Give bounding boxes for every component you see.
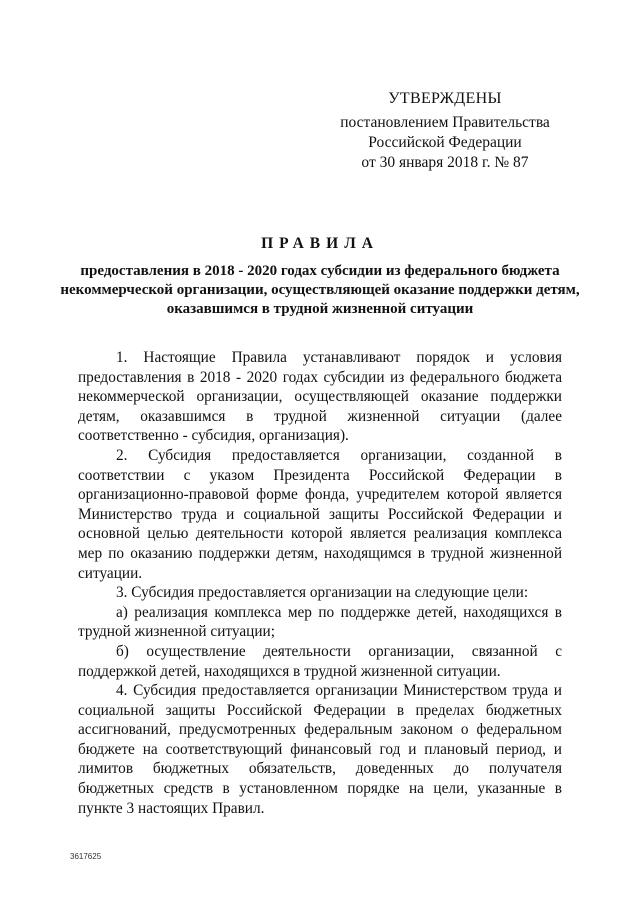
document-subtitle: предоставления в 2018 - 2020 годах субсидии из федерального бюджета некоммерческой организации, осуществляющей оказание поддержки детям, оказавшимся в трудной жизненной ситуации — [60, 263, 580, 317]
paragraph: а) реализация комплекса мер по поддержке детей, находящихся в трудной жизненной ситуации; — [78, 603, 562, 641]
approval-line: постановлением Правительства — [340, 114, 550, 131]
approval-block — [330, 89, 560, 173]
document-code: 3617625 — [70, 852, 102, 861]
document-body — [78, 348, 562, 818]
approval-heading: УТВЕРЖДЕНЫ — [388, 90, 502, 107]
approval-line: Российской Федерации — [368, 134, 522, 151]
paragraph: 3. Субсидия предоставляется организации на следующие цели: — [116, 584, 529, 602]
paragraph: б) осуществление деятельности организации, связанной с поддержкой детей, находящихся в трудной жизненной ситуации. — [78, 642, 562, 680]
approval-date: от 30 января 2018 г. № 87 — [361, 154, 529, 171]
paragraph: 1. Настоящие Правила устанавливают порядок и условия предоставления в 2018 - 2020 годах субсидии из федерального бюджета некоммерческой организации, осуществляющей оказание поддержки детям, оказавшимся в трудной жизненной ситуации (далее соответственно - субсидия, организация). — [78, 349, 562, 445]
document-title: ПРАВИЛА — [261, 235, 379, 252]
paragraph: 2. Субсидия предоставляется организации, созданной в соответствии с указом Президента Российской Федерации в организационно-правовой форме фонда, учредителем которой является Министерство труда и социальной защиты Российской Федерации и основной целью деятельности которой является реализация комплекса мер по оказанию поддержки детям, находящимся в трудной жизненной ситуации. — [78, 446, 562, 582]
paragraph: 4. Субсидия предоставляется организации Министерством труда и социальной защиты Российской Федерации в пределах бюджетных ассигнований, предусмотренных федеральным законом о федеральном бюджете на соответствующий финансовый год и плановый период, и лимитов бюджетных обязательств, доведенных до получателя бюджетных средств в установленном порядке на цели, указанные в пункте 3 настоящих Правил. — [78, 682, 562, 817]
